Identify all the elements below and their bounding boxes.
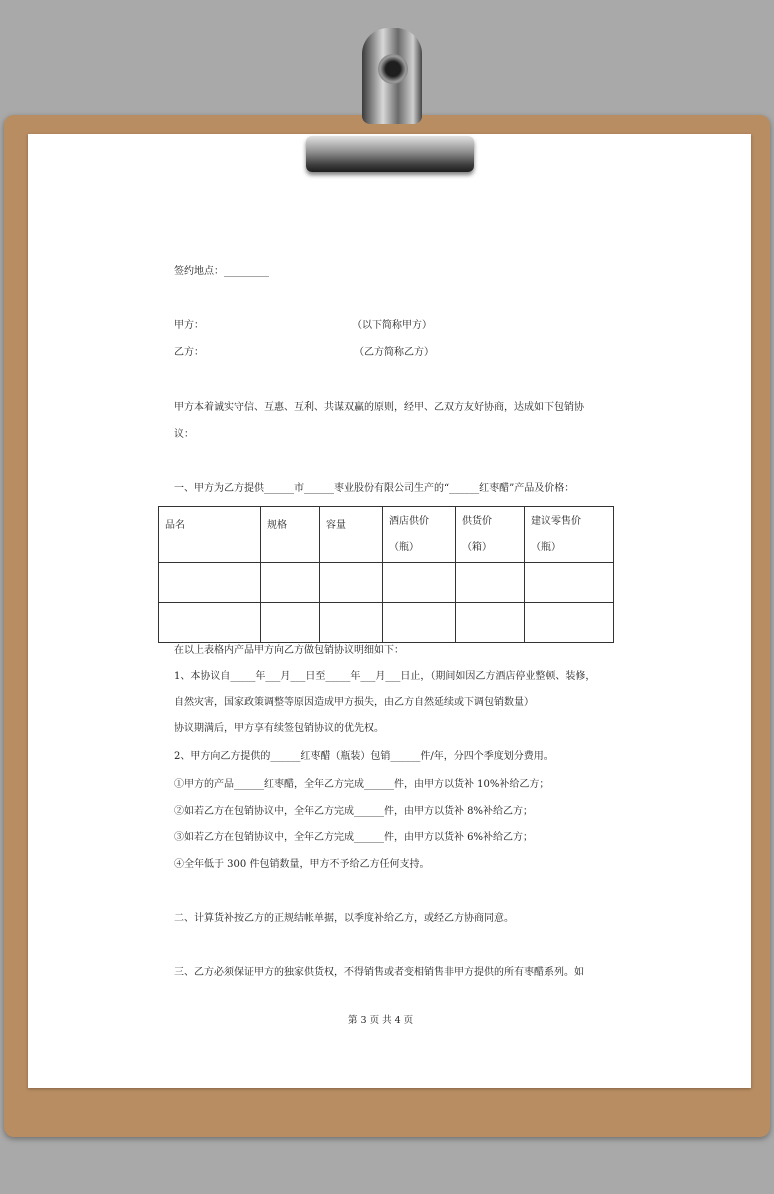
table-header-cell (383, 507, 456, 563)
header-volume: 容量 (326, 520, 346, 531)
table-header-cell (456, 507, 525, 563)
item-1-line-3: 协议期满后，甲方享有续签包销协议的优先权。 (174, 723, 384, 734)
party-a-note: （以下简称甲方） (352, 320, 432, 331)
header-supply-price-unit: （箱） (462, 542, 492, 553)
table-cell (320, 603, 383, 643)
section-2: 二、计算货补按乙方的正规结帐单据，以季度补给乙方，或经乙方协商同意。 (174, 913, 514, 924)
party-a-label: 甲方： (174, 320, 204, 331)
product-price-table (158, 506, 614, 643)
binder-clip-icon (306, 136, 474, 172)
table-row (159, 603, 614, 643)
table-cell (525, 563, 614, 603)
clip-hole-icon (378, 54, 408, 84)
party-b-note: （乙方简称乙方） (354, 347, 434, 358)
signing-place: 签约地点：_________ (174, 266, 269, 277)
clause-4: ④全年低于 300 件包销数量，甲方不予给乙方任何支持。 (174, 859, 430, 870)
table-cell (159, 563, 261, 603)
item-2: 2、甲方向乙方提供的______红枣醋（瓶装）包销______件/年，分四个季度划分费用。 (174, 751, 554, 762)
table-cell (261, 603, 320, 643)
header-retail-price: 建议零售价 (531, 516, 581, 527)
clause-3: ③如若乙方在包销协议中，全年乙方完成______件，由甲方以货补 6%补给乙方； (174, 832, 534, 843)
page-footer: 第 3 页 共 4 页 (348, 1015, 414, 1026)
section-3: 三、乙方必须保证甲方的独家供货权，不得销售或者变相销售非甲方提供的所有枣醋系列。如 (174, 967, 584, 978)
header-supply-price: 供货价 (462, 516, 492, 527)
table-header-cell (320, 507, 383, 563)
header-hotel-price-unit: （瓶） (389, 542, 419, 553)
table-cell (456, 563, 525, 603)
header-retail-price-unit: （瓶） (531, 542, 561, 553)
table-header-cell (159, 507, 261, 563)
item-1-line-1: 1、本协议自_____年___月___日至_____年___月___日止，（期间如因乙方酒店停业整顿、装修， (174, 671, 596, 682)
table-row (159, 563, 614, 603)
table-cell (159, 603, 261, 643)
after-table-text: 在以上表格内产品甲方向乙方做包销协议明细如下： (174, 645, 404, 656)
table-header-cell (261, 507, 320, 563)
header-spec: 规格 (267, 520, 287, 531)
table-cell (383, 563, 456, 603)
table-cell (320, 563, 383, 603)
table-header-row (159, 507, 614, 563)
item-1-line-2: 自然灾害，国家政策调整等原因造成甲方损失，由乙方自然延续或下调包销数量） (174, 697, 534, 708)
section-1-title: 一、甲方为乙方提供______市______枣业股份有限公司生产的“______红枣醋”产品及价格： (174, 483, 575, 494)
clause-2: ②如若乙方在包销协议中，全年乙方完成______件，由甲方以货补 8%补给乙方； (174, 806, 534, 817)
header-hotel-price: 酒店供价 (389, 516, 429, 527)
table-cell (456, 603, 525, 643)
table-cell (525, 603, 614, 643)
table-cell (383, 603, 456, 643)
intro-line-1: 甲方本着诚实守信、互惠、互利、共谋双赢的原则，经甲、乙双方友好协商，达成如下包销协 (174, 402, 584, 413)
clause-1: ①甲方的产品______红枣醋，全年乙方完成______件，由甲方以货补 10%补给乙方； (174, 779, 550, 790)
intro-line-2: 议： (174, 429, 194, 440)
header-product-name: 品名 (165, 520, 185, 531)
party-b-label: 乙方： (174, 347, 204, 358)
table-header-cell (525, 507, 614, 563)
table-cell (261, 563, 320, 603)
